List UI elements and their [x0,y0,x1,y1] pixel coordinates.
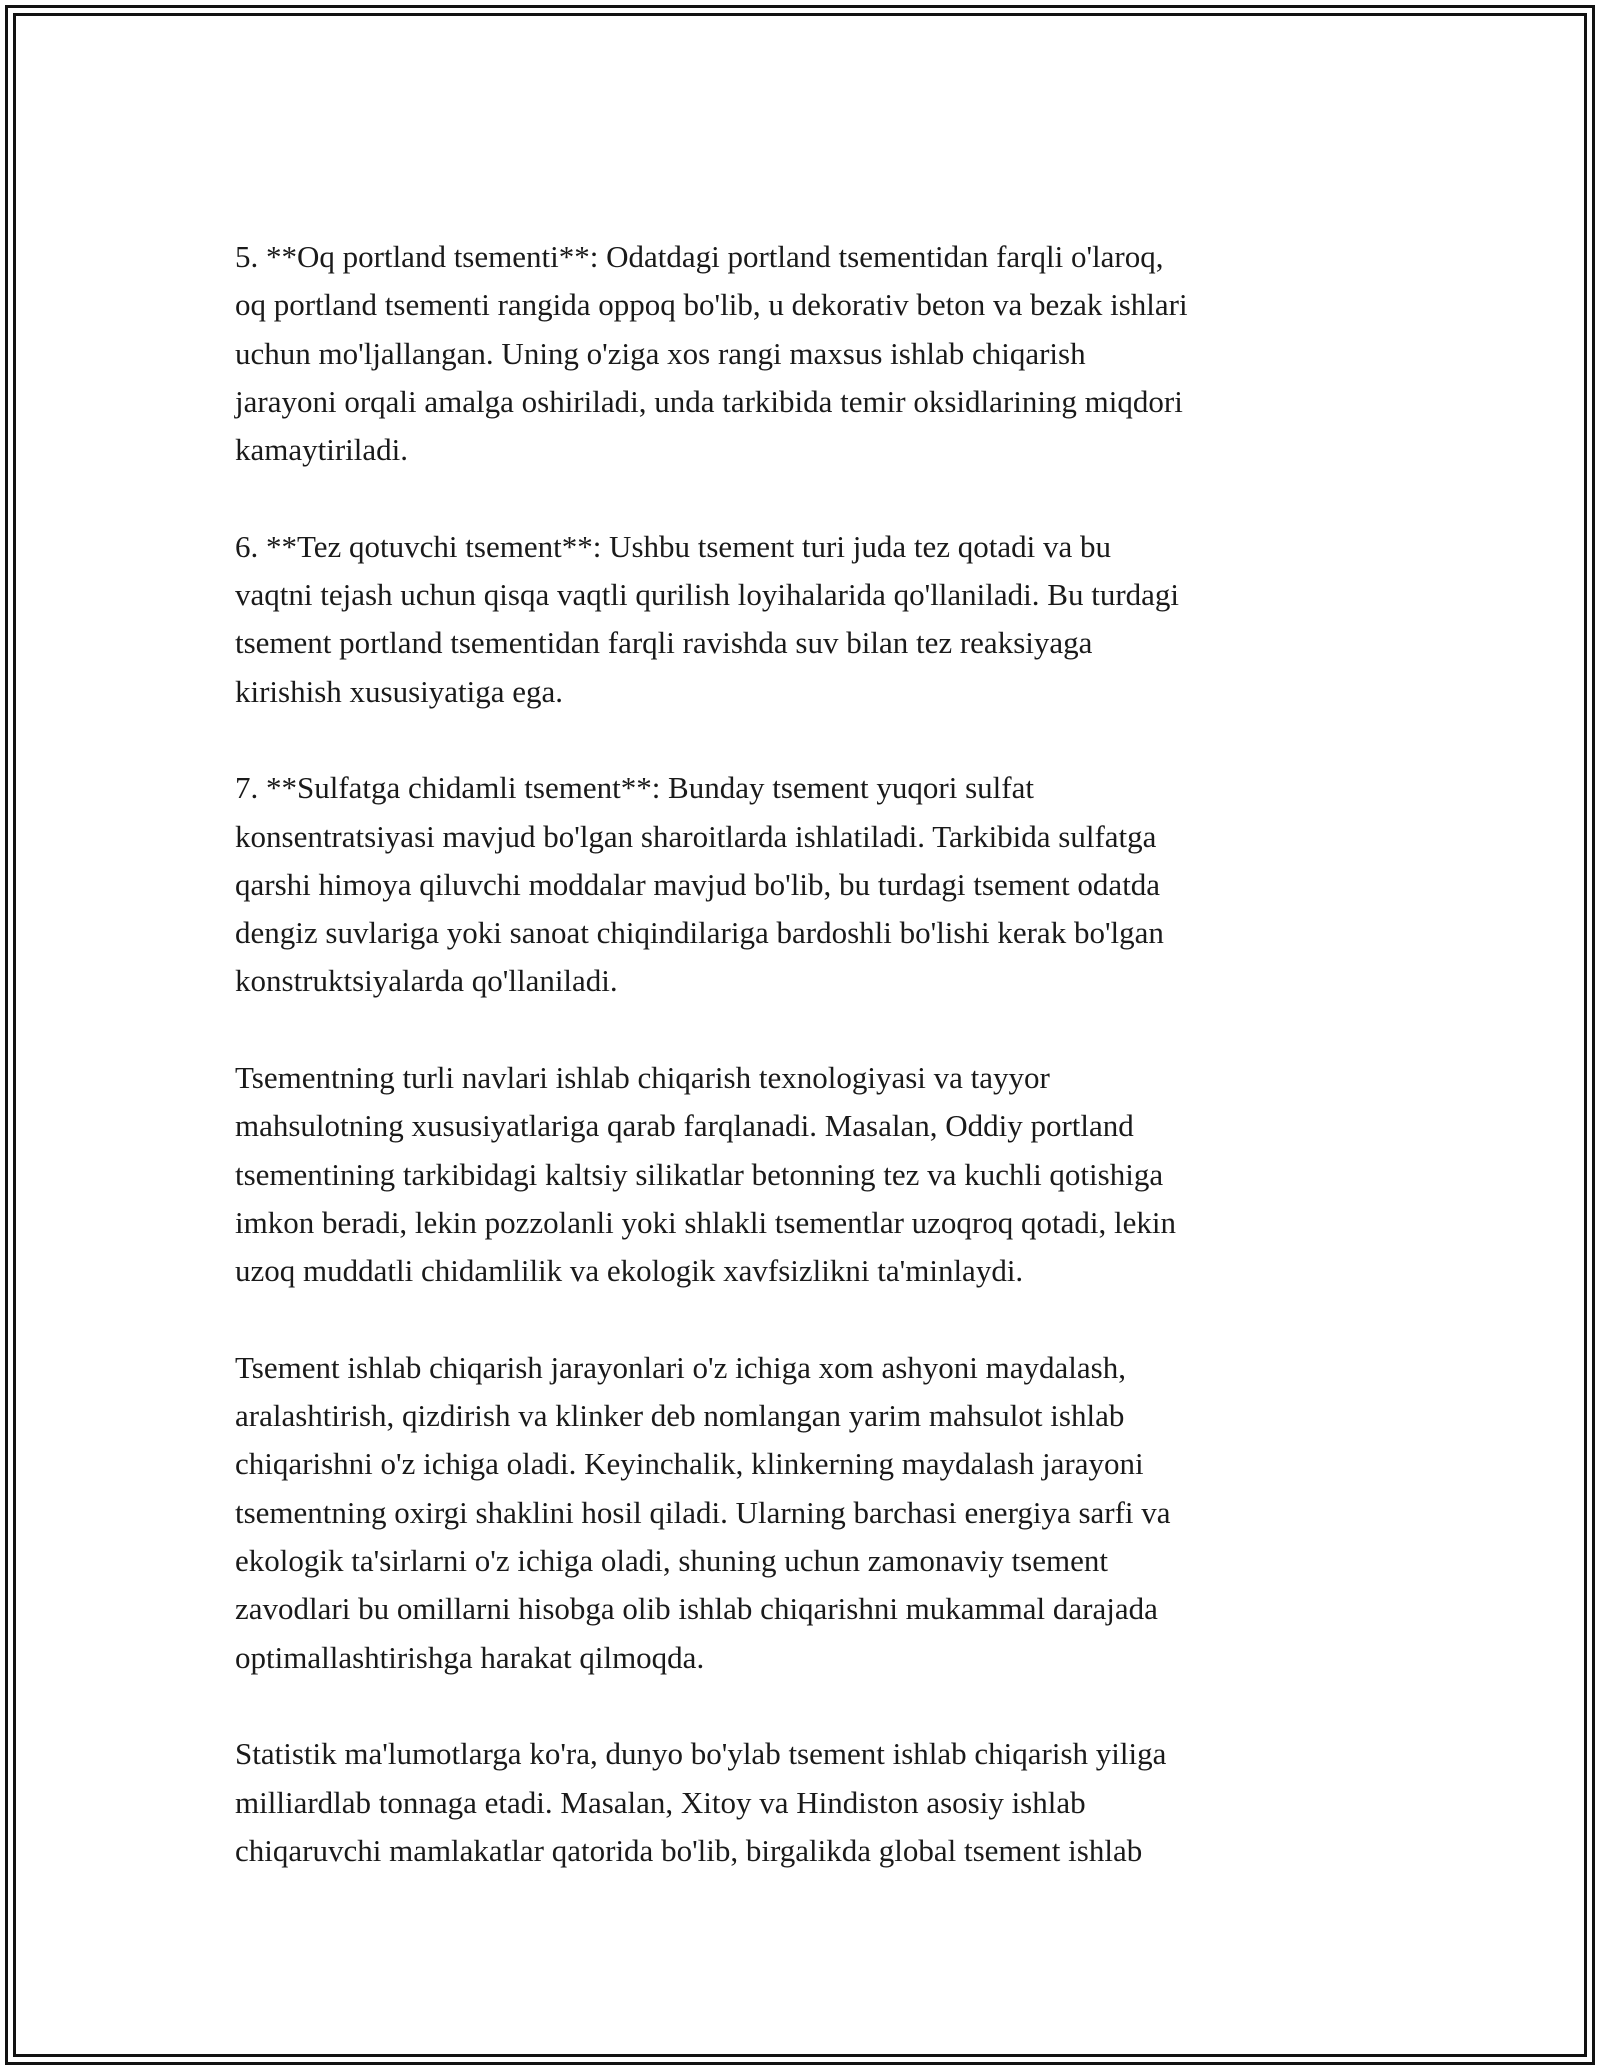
text-line: kamaytiriladi. [235,432,409,468]
text-line: tsement portland tsementidan farqli ravishda suv bilan tez reaksiyaga [235,625,1093,661]
text-line: milliardlab tonnaga etadi. Masalan, Xitoy va Hindiston asosiy ishlab [235,1784,1086,1820]
paragraph-statistics [235,1730,1375,1875]
text-line: 6. **Tez qotuvchi tsement**: Ushbu tsement turi juda tez qotadi va bu [235,528,1111,564]
text-line: konstruktsiyalarda qo'llaniladi. [235,963,618,999]
paragraph-production-process [235,1344,1375,1682]
paragraph-sulfate-resistant-cement [235,764,1375,1005]
text-line: uchun mo'ljallangan. Uning o'ziga xos rangi maxsus ishlab chiqarish [235,335,1086,371]
paragraph-white-portland-cement [235,233,1375,474]
text-line: 5. **Oq portland tsementi**: Odatdagi portland tsementidan farqli o'laroq, [235,239,1164,274]
text-line: dengiz suvlariga yoki sanoat chiqindilariga bardoshli bo'lishi kerak bo'lgan [235,915,1164,951]
text-line: Statistik ma'lumotlarga ko'ra, dunyo bo'ylab tsement ishlab chiqarish yiligа [235,1736,1167,1772]
text-line: zavodlari bu omillarni hisobga olib ishlab chiqarishni mukammal darajada [235,1591,1158,1627]
text-line: chiqaruvchi mamlakatlar qatorida bo'lib, birgalikda global tsement ishlab [235,1832,1143,1868]
text-line: Tsement ishlab chiqarish jarayonlari o'z ichiga xom ashyoni maydalash, [235,1349,1126,1385]
text-line: aralashtirish, qizdirish va klinker deb nomlangan yarim mahsulot ishlab [235,1398,1125,1434]
text-line: ekologik ta'sirlarni o'z ichiga oladi, shuning uchun zamonaviy tsement [235,1543,1108,1579]
text-line: tsementining tarkibidagi kaltsiy silikatlar betonning tez va kuchli qotishiga [235,1156,1164,1192]
text-line: mahsulotning xususiyatlariga qarab farqlanadi. Masalan, Oddiy portland [235,1108,1134,1144]
text-line: imkon beradi, lekin pozzolanli yoki shlakli tsementlar uzoqroq qotadi, lekin [235,1204,1176,1240]
text-line: uzoq muddatli chidamlilik va ekologik xavfsizlikni ta'minlaydi. [235,1253,1024,1289]
text-line: jarayoni orqali amalga oshiriladi, unda tarkibida temir oksidlarining miqdori [235,383,1183,419]
text-line: oq portland tsementi rangida oppoq bo'lib, u dekorativ beton va bezak ishlari [235,287,1188,323]
text-line: Tsementning turli navlari ishlab chiqarish texnologiyasi va tayyor [235,1060,1050,1096]
text-line: vaqtni tejash uchun qisqa vaqtli qurilish loyihalarida qo'llaniladi. Bu turdagi [235,577,1180,613]
text-line: optimallashtirishga harakat qilmoqda. [235,1639,705,1675]
text-line: konsentratsiyasi mavjud bo'lgan sharoitlarda ishlatiladi. Tarkibida sulfatga [235,818,1157,854]
paragraph-cement-grades [235,1054,1375,1295]
document-body [235,233,1375,1875]
text-line: kirishish xususiyatiga ega. [235,673,564,709]
text-line: tsementning oxirgi shaklini hosil qiladi. Ularning barchasi energiya sarfi va [235,1494,1171,1530]
text-line: chiqarishni o'z ichiga oladi. Keyinchalik, klinkerning maydalash jarayoni [235,1446,1144,1482]
text-line: 7. **Sulfatga chidamli tsement**: Bunday tsement yuqori sulfat [235,770,1034,806]
text-line: qarshi himoya qiluvchi moddalar mavjud bo'lib, bu turdagi tsement odatda [235,866,1161,902]
paragraph-rapid-hardening-cement [235,523,1375,716]
